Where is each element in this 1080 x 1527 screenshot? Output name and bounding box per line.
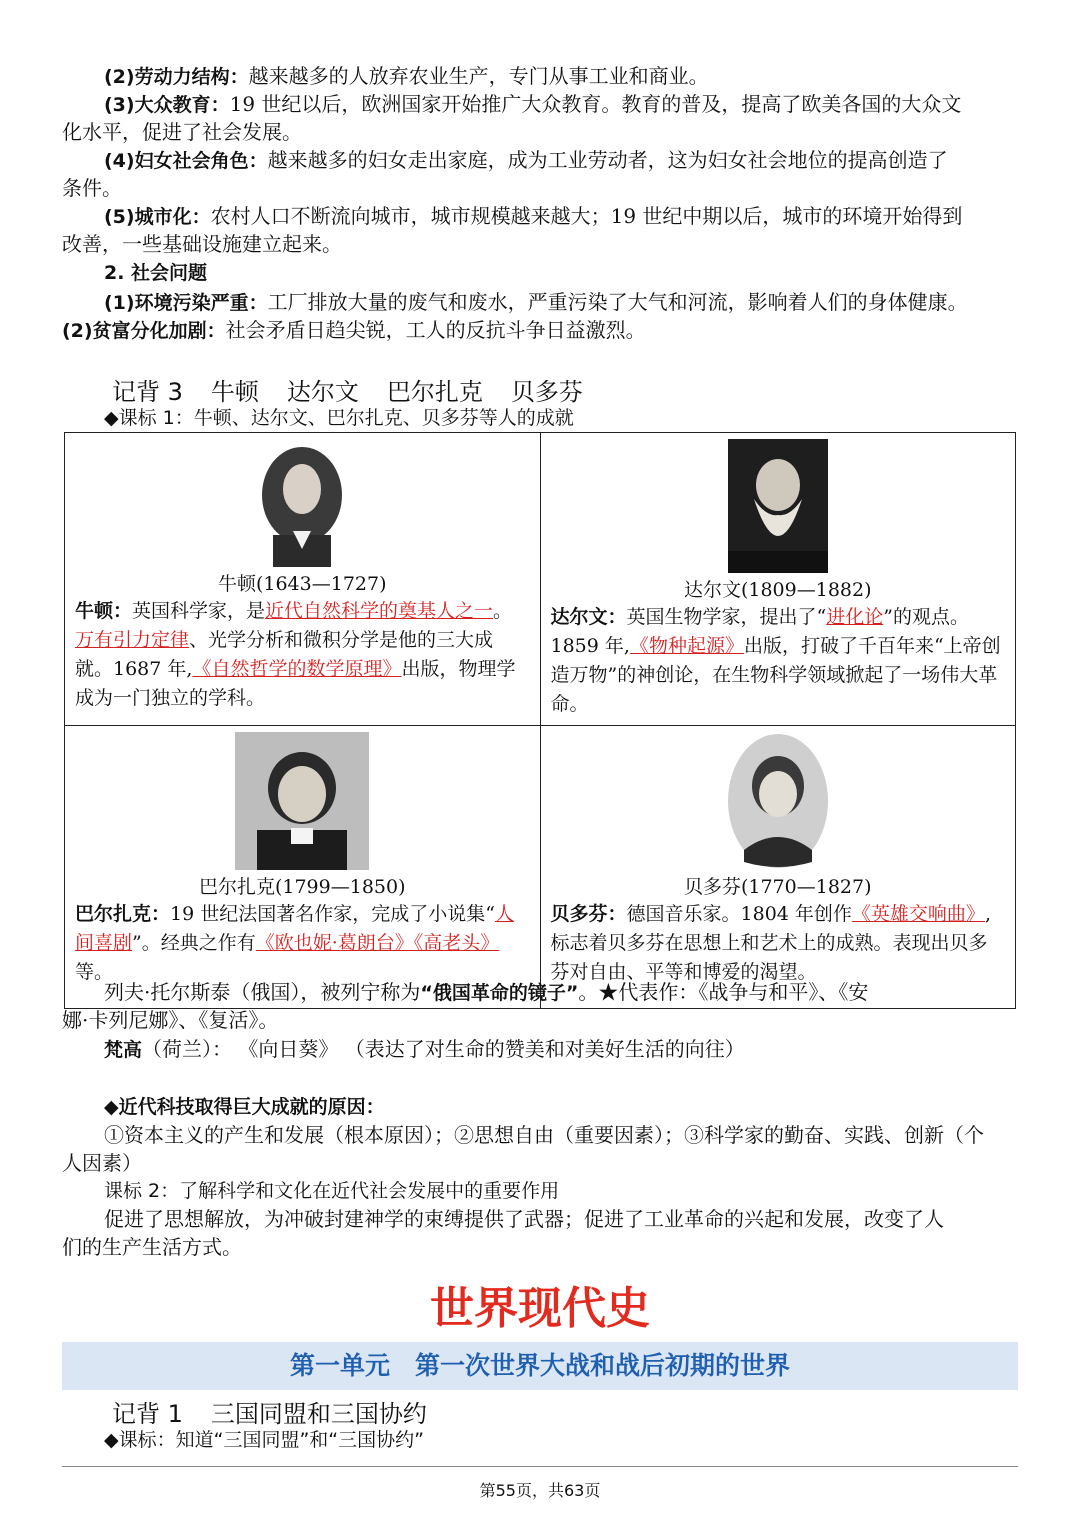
effect-line-2: 们的生产生活方式。 — [62, 1235, 242, 1259]
darwin-caption: 达尔文(1809—1882) — [683, 579, 872, 601]
social-item-3-cont: 化水平，促进了社会发展。 — [62, 120, 302, 144]
newton-description: 牛顿：英国科学家，是近代自然科学的奠基人之一。万有引力定律、光学分析和微积分学是他的三大成就。1687 年,《自然哲学的数学原理》出版，物理学成为一门独立的学科。 — [75, 600, 516, 709]
social-item-4: (4)妇女社会角色：越来越多的妇女走出家庭，成为工业劳动者，这为妇女社会地位的提高创造了 — [104, 148, 948, 172]
modern-heading: 记背 1 三国同盟和三国协约 — [112, 1400, 427, 1428]
reasons-line-1: ①资本主义的产生和发展（根本原因）；②思想自由（重要因素）；③科学家的勤奋、实践、创新（个 — [104, 1123, 984, 1147]
tolstoy-line-2: 娜·卡列尼娜》、《复活》。 — [62, 1008, 279, 1032]
darwin-cell — [540, 433, 1016, 726]
newton-caption: 牛顿(1643—1727) — [217, 573, 387, 595]
darwin-description: 达尔文：英国生物学家，提出了“进化论”的观点。1859 年,《物种起源》出版，打破了千百年来“上帝创造万物”的神创论，在生物科学领域掀起了一场伟大革命。 — [550, 606, 1001, 715]
modern-standard: ◆课标：知道“三国同盟”和“三国协约” — [104, 1429, 424, 1451]
social-item-4-cont: 条件。 — [62, 176, 122, 200]
social-item-3: (3)大众教育：19 世纪以后，欧洲国家开始推广大众教育。教育的普及，提高了欧美各国的大众文 — [104, 92, 962, 116]
footer-divider — [62, 1466, 1018, 1467]
social-item-2: (2)劳动力结构：越来越多的人放弃农业生产，专门从事工业和商业。 — [104, 64, 709, 88]
reasons-line-2: 人因素） — [62, 1151, 142, 1175]
beethoven-portrait — [726, 732, 830, 870]
beethoven-description: 贝多芬：德国音乐家。1804 年创作《英雄交响曲》,标志着贝多芬在思想上和艺术上的成熟。表现出贝多芬对自由、平等和博爱的渴望。 — [550, 903, 991, 983]
balzac-portrait — [235, 732, 369, 870]
section3-standard: ◆课标 1：牛顿、达尔文、巴尔扎克、贝多芬等人的成就 — [104, 407, 574, 429]
reasons-title: ◆近代科技取得巨大成就的原因： — [104, 1096, 385, 1118]
standard-2: 课标 2：了解科学和文化在近代社会发展中的重要作用 — [104, 1180, 560, 1202]
problem-item-2: (2)贫富分化加剧：社会矛盾日趋尖锐，工人的反抗斗争日益激烈。 — [62, 318, 646, 342]
problem-item-1: (1)环境污染严重：工厂排放大量的废气和废水，严重污染了大气和河流，影响着人们的身体健康。 — [104, 290, 968, 314]
balzac-description: 巴尔扎克：19 世纪法国著名作家，完成了小说集“人间喜剧”。经典之作有《欧也妮·葛朗台》《高老头》等。 — [75, 903, 514, 983]
section3-heading: 记背 3 牛顿 达尔文 巴尔扎克 贝多芬 — [112, 378, 583, 406]
beethoven-cell — [540, 726, 1016, 1009]
effect-line-1: 促进了思想解放，为冲破封建神学的束缚提供了武器；促进了工业革命的兴起和发展，改变了人 — [104, 1207, 944, 1231]
balzac-caption: 巴尔扎克(1799—1850) — [198, 876, 406, 898]
newton-cell — [65, 433, 541, 726]
vangogh-line: 梵高（荷兰）： 《向日葵》 （表达了对生命的赞美和对美好生活的向往） — [104, 1037, 745, 1061]
social-item-5-cont: 改善，一些基础设施建立起来。 — [62, 232, 342, 256]
beethoven-caption: 贝多芬(1770—1827) — [683, 876, 872, 898]
darwin-portrait — [728, 439, 828, 573]
modern-history-title: 世界现代史 — [430, 1283, 650, 1334]
social-problems-title: 2. 社会问题 — [104, 262, 208, 284]
people-table — [64, 432, 1016, 1009]
social-item-5: (5)城市化：农村人口不断流向城市，城市规模越来越大；19 世纪中期以后，城市的环境开始得到 — [104, 204, 963, 228]
page-number: 第55页，共63页 — [479, 1481, 601, 1500]
unit-banner: 第一单元 第一次世界大战和战后初期的世界 — [62, 1342, 1018, 1390]
tolstoy-line-1: 列夫·托尔斯泰（俄国），被列宁称为“俄国革命的镜子”。★代表作：《战争与和平》、《安 — [104, 980, 869, 1004]
balzac-cell — [65, 726, 541, 1009]
newton-portrait — [253, 439, 351, 567]
